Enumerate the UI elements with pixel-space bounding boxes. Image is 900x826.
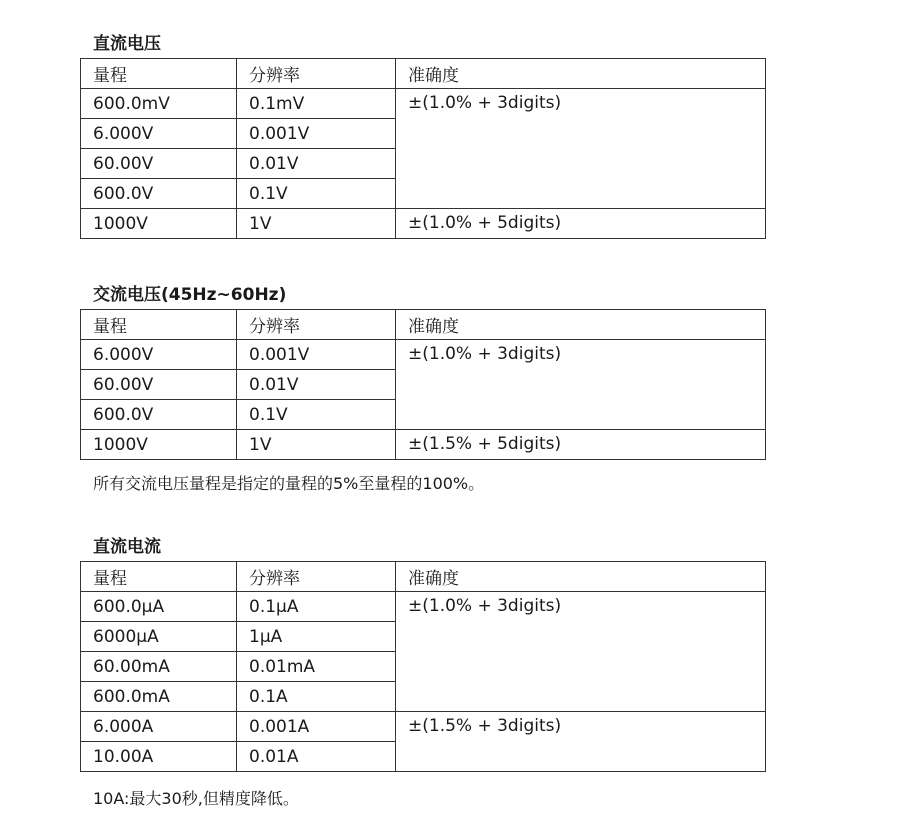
table-row (81, 592, 766, 622)
accuracy-cell: ±(1.5% + 5digits) (396, 430, 766, 460)
resolution-cell: 1V (237, 209, 396, 239)
range-cell: 6.000V (81, 119, 237, 149)
dc-voltage-table (80, 58, 766, 239)
table-row (81, 340, 766, 370)
header-accuracy: 准确度 (396, 562, 766, 592)
dc-voltage-title: 直流电压 (93, 34, 161, 54)
resolution-cell: 0.001A (237, 712, 396, 742)
range-cell: 1000V (81, 209, 237, 239)
dc-current-title: 直流电流 (93, 537, 161, 557)
table-header-row (81, 59, 766, 89)
resolution-cell: 0.1μA (237, 592, 396, 622)
range-cell: 1000V (81, 430, 237, 460)
range-cell: 10.00A (81, 742, 237, 772)
table-row (81, 209, 766, 239)
table-row (81, 430, 766, 460)
resolution-cell: 0.1A (237, 682, 396, 712)
resolution-cell: 0.001V (237, 340, 396, 370)
range-cell: 6000μA (81, 622, 237, 652)
dc-current-table (80, 561, 766, 772)
range-cell: 600.0mA (81, 682, 237, 712)
header-resolution: 分辨率 (237, 59, 396, 89)
accuracy-cell: ±(1.0% + 3digits) (396, 89, 766, 209)
range-cell: 600.0μA (81, 592, 237, 622)
dc-current-note: 10A:最大30秒,但精度降低。 (93, 789, 299, 808)
header-resolution: 分辨率 (237, 562, 396, 592)
resolution-cell: 0.01V (237, 370, 396, 400)
table-header-row (81, 310, 766, 340)
resolution-cell: 0.01A (237, 742, 396, 772)
resolution-cell: 0.1V (237, 179, 396, 209)
range-cell: 60.00V (81, 149, 237, 179)
header-range: 量程 (81, 562, 237, 592)
accuracy-cell: ±(1.0% + 5digits) (396, 209, 766, 239)
range-cell: 600.0V (81, 179, 237, 209)
resolution-cell: 0.001V (237, 119, 396, 149)
resolution-cell: 0.1V (237, 400, 396, 430)
ac-voltage-title: 交流电压(45Hz~60Hz) (93, 285, 287, 305)
range-cell: 6.000A (81, 712, 237, 742)
range-cell: 600.0V (81, 400, 237, 430)
resolution-cell: 0.1mV (237, 89, 396, 119)
header-range: 量程 (81, 310, 237, 340)
range-cell: 600.0mV (81, 89, 237, 119)
range-cell: 60.00mA (81, 652, 237, 682)
table-row (81, 89, 766, 119)
resolution-cell: 0.01V (237, 149, 396, 179)
header-range: 量程 (81, 59, 237, 89)
accuracy-cell: ±(1.0% + 3digits) (396, 592, 766, 712)
header-accuracy: 准确度 (396, 59, 766, 89)
resolution-cell: 1V (237, 430, 396, 460)
accuracy-cell: ±(1.5% + 3digits) (396, 712, 766, 772)
table-row (81, 712, 766, 742)
ac-voltage-table (80, 309, 766, 460)
resolution-cell: 0.01mA (237, 652, 396, 682)
ac-voltage-note: 所有交流电压量程是指定的量程的5%至量程的100%。 (93, 474, 485, 493)
header-accuracy: 准确度 (396, 310, 766, 340)
range-cell: 6.000V (81, 340, 237, 370)
table-header-row (81, 562, 766, 592)
header-resolution: 分辨率 (237, 310, 396, 340)
accuracy-cell: ±(1.0% + 3digits) (396, 340, 766, 430)
range-cell: 60.00V (81, 370, 237, 400)
resolution-cell: 1μA (237, 622, 396, 652)
